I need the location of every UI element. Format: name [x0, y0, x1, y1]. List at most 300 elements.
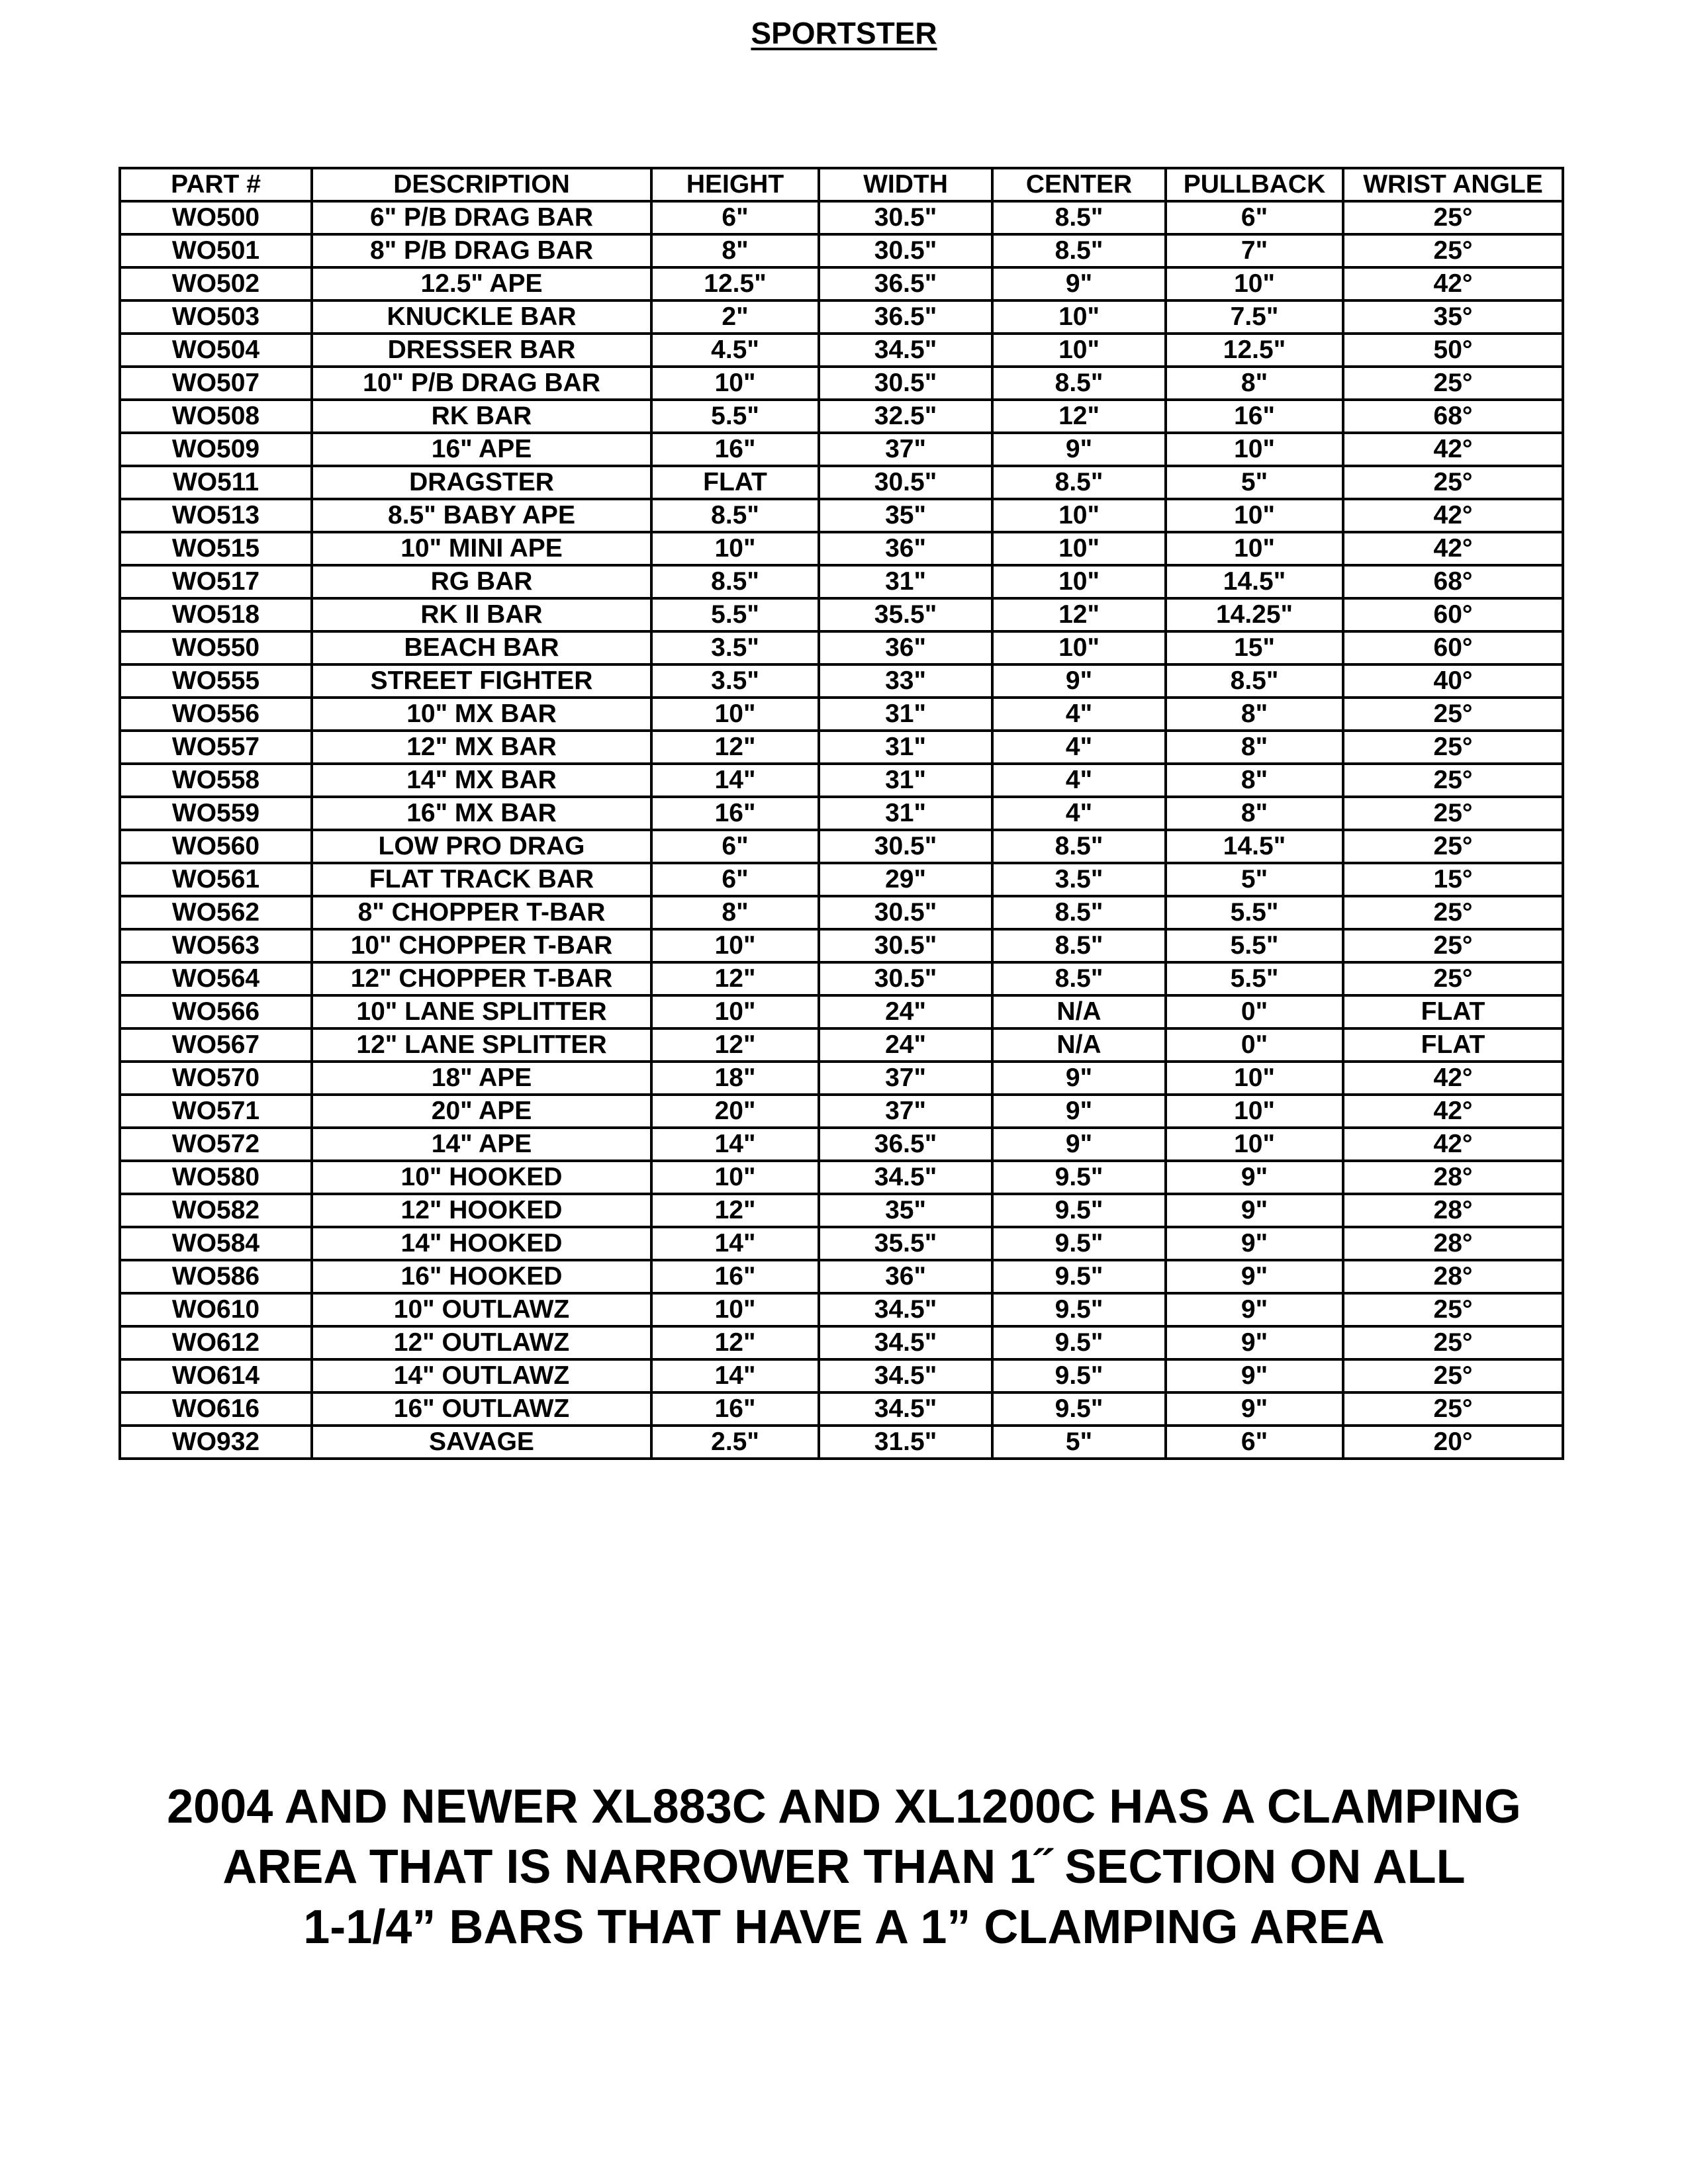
- center-cell: 12": [992, 598, 1166, 631]
- width-cell: 31": [819, 565, 992, 598]
- width-cell: 36": [819, 631, 992, 664]
- description-cell: 10" CHOPPER T-BAR: [312, 929, 651, 962]
- height-cell: 14": [651, 764, 819, 797]
- center-cell: 9": [992, 1128, 1166, 1161]
- height-cell: 10": [651, 698, 819, 731]
- pullback-cell: 9": [1166, 1293, 1343, 1326]
- wrist-angle-cell: 25°: [1343, 962, 1563, 995]
- height-cell: 18": [651, 1062, 819, 1095]
- table-row: [120, 466, 1563, 499]
- part-number-cell: WO566: [120, 995, 312, 1028]
- table-row: [120, 863, 1563, 896]
- wrist-angle-cell: 20°: [1343, 1426, 1563, 1459]
- description-cell: LOW PRO DRAG: [312, 830, 651, 863]
- column-header: PART #: [120, 168, 312, 201]
- center-cell: 8.5": [992, 466, 1166, 499]
- description-cell: 10" MINI APE: [312, 532, 651, 565]
- part-number-cell: WO567: [120, 1028, 312, 1062]
- height-cell: 12": [651, 1028, 819, 1062]
- width-cell: 30.5": [819, 201, 992, 234]
- center-cell: 8.5": [992, 201, 1166, 234]
- description-cell: 12" HOOKED: [312, 1194, 651, 1227]
- center-cell: 9.5": [992, 1260, 1166, 1293]
- column-header: PULLBACK: [1166, 168, 1343, 201]
- table-row: [120, 764, 1563, 797]
- table-row: [120, 1227, 1563, 1260]
- pullback-cell: 10": [1166, 1095, 1343, 1128]
- width-cell: 30.5": [819, 367, 992, 400]
- center-cell: 9": [992, 664, 1166, 698]
- table-row: [120, 598, 1563, 631]
- description-cell: 12" OUTLAWZ: [312, 1326, 651, 1359]
- description-cell: 10" HOOKED: [312, 1161, 651, 1194]
- center-cell: 8.5": [992, 830, 1166, 863]
- width-cell: 37": [819, 1062, 992, 1095]
- height-cell: 6": [651, 201, 819, 234]
- part-number-cell: WO612: [120, 1326, 312, 1359]
- part-number-cell: WO515: [120, 532, 312, 565]
- part-number-cell: WO564: [120, 962, 312, 995]
- height-cell: 16": [651, 1260, 819, 1293]
- wrist-angle-cell: 60°: [1343, 631, 1563, 664]
- pullback-cell: 9": [1166, 1161, 1343, 1194]
- description-cell: 14" MX BAR: [312, 764, 651, 797]
- center-cell: 9": [992, 433, 1166, 466]
- wrist-angle-cell: 25°: [1343, 797, 1563, 830]
- width-cell: 30.5": [819, 962, 992, 995]
- center-cell: 8.5": [992, 896, 1166, 929]
- table-row: [120, 929, 1563, 962]
- height-cell: 8.5": [651, 565, 819, 598]
- pullback-cell: 8": [1166, 731, 1343, 764]
- table-row: [120, 499, 1563, 532]
- center-cell: 9": [992, 267, 1166, 300]
- width-cell: 34.5": [819, 1326, 992, 1359]
- part-number-cell: WO513: [120, 499, 312, 532]
- height-cell: 6": [651, 830, 819, 863]
- table-body: [120, 201, 1563, 1459]
- width-cell: 34.5": [819, 1293, 992, 1326]
- part-number-cell: WO563: [120, 929, 312, 962]
- part-number-cell: WO571: [120, 1095, 312, 1128]
- description-cell: 14" HOOKED: [312, 1227, 651, 1260]
- width-cell: 35": [819, 499, 992, 532]
- wrist-angle-cell: 15°: [1343, 863, 1563, 896]
- table-row: [120, 698, 1563, 731]
- pullback-cell: 8": [1166, 698, 1343, 731]
- pullback-cell: 10": [1166, 267, 1343, 300]
- table-row: [120, 1028, 1563, 1062]
- wrist-angle-cell: 28°: [1343, 1227, 1563, 1260]
- pullback-cell: 12.5": [1166, 334, 1343, 367]
- height-cell: 16": [651, 433, 819, 466]
- pullback-cell: 5.5": [1166, 896, 1343, 929]
- description-cell: 10" P/B DRAG BAR: [312, 367, 651, 400]
- table-row: [120, 400, 1563, 433]
- center-cell: 5": [992, 1426, 1166, 1459]
- table-row: [120, 830, 1563, 863]
- wrist-angle-cell: 60°: [1343, 598, 1563, 631]
- description-cell: DRAGSTER: [312, 466, 651, 499]
- part-number-cell: WO584: [120, 1227, 312, 1260]
- pullback-cell: 14.5": [1166, 565, 1343, 598]
- pullback-cell: 8": [1166, 764, 1343, 797]
- pullback-cell: 8": [1166, 367, 1343, 400]
- table-row: [120, 797, 1563, 830]
- description-cell: FLAT TRACK BAR: [312, 863, 651, 896]
- description-cell: 8.5" BABY APE: [312, 499, 651, 532]
- width-cell: 36.5": [819, 267, 992, 300]
- height-cell: 10": [651, 929, 819, 962]
- wrist-angle-cell: 42°: [1343, 1128, 1563, 1161]
- pullback-cell: 5": [1166, 863, 1343, 896]
- center-cell: 9": [992, 1095, 1166, 1128]
- description-cell: SAVAGE: [312, 1426, 651, 1459]
- height-cell: 12": [651, 1326, 819, 1359]
- pullback-cell: 8": [1166, 797, 1343, 830]
- pullback-cell: 7.5": [1166, 300, 1343, 334]
- pullback-cell: 7": [1166, 234, 1343, 267]
- table-row: [120, 1426, 1563, 1459]
- description-cell: RK BAR: [312, 400, 651, 433]
- part-number-cell: WO517: [120, 565, 312, 598]
- wrist-angle-cell: 28°: [1343, 1161, 1563, 1194]
- column-header: HEIGHT: [651, 168, 819, 201]
- description-cell: 20" APE: [312, 1095, 651, 1128]
- table-row: [120, 267, 1563, 300]
- description-cell: 14" OUTLAWZ: [312, 1359, 651, 1392]
- description-cell: KNUCKLE BAR: [312, 300, 651, 334]
- table-row: [120, 1359, 1563, 1392]
- page-title: SPORTSTER: [751, 16, 937, 50]
- description-cell: 14" APE: [312, 1128, 651, 1161]
- wrist-angle-cell: 25°: [1343, 1392, 1563, 1426]
- center-cell: 8.5": [992, 962, 1166, 995]
- description-cell: 12.5" APE: [312, 267, 651, 300]
- height-cell: 8": [651, 234, 819, 267]
- description-cell: 16" MX BAR: [312, 797, 651, 830]
- center-cell: 4": [992, 731, 1166, 764]
- table-row: [120, 731, 1563, 764]
- part-number-cell: WO610: [120, 1293, 312, 1326]
- height-cell: 10": [651, 367, 819, 400]
- center-cell: 10": [992, 300, 1166, 334]
- height-cell: 10": [651, 995, 819, 1028]
- description-cell: 16" APE: [312, 433, 651, 466]
- part-number-cell: WO550: [120, 631, 312, 664]
- center-cell: 9.5": [992, 1161, 1166, 1194]
- pullback-cell: 0": [1166, 1028, 1343, 1062]
- handlebar-spec-table: [118, 167, 1564, 1460]
- height-cell: 16": [651, 1392, 819, 1426]
- height-cell: 12": [651, 962, 819, 995]
- description-cell: 12" MX BAR: [312, 731, 651, 764]
- part-number-cell: WO507: [120, 367, 312, 400]
- description-cell: 6" P/B DRAG BAR: [312, 201, 651, 234]
- table-row: [120, 1128, 1563, 1161]
- wrist-angle-cell: 42°: [1343, 1062, 1563, 1095]
- center-cell: 10": [992, 499, 1166, 532]
- width-cell: 31": [819, 764, 992, 797]
- part-number-cell: WO559: [120, 797, 312, 830]
- center-cell: 3.5": [992, 863, 1166, 896]
- width-cell: 34.5": [819, 334, 992, 367]
- pullback-cell: 8.5": [1166, 664, 1343, 698]
- height-cell: 8.5": [651, 499, 819, 532]
- wrist-angle-cell: 42°: [1343, 532, 1563, 565]
- height-cell: FLAT: [651, 466, 819, 499]
- table-row: [120, 1194, 1563, 1227]
- center-cell: 10": [992, 631, 1166, 664]
- pullback-cell: 9": [1166, 1326, 1343, 1359]
- center-cell: 8.5": [992, 234, 1166, 267]
- wrist-angle-cell: 28°: [1343, 1260, 1563, 1293]
- width-cell: 31": [819, 797, 992, 830]
- width-cell: 31": [819, 731, 992, 764]
- center-cell: 12": [992, 400, 1166, 433]
- pullback-cell: 14.5": [1166, 830, 1343, 863]
- wrist-angle-cell: 25°: [1343, 367, 1563, 400]
- table-row: [120, 565, 1563, 598]
- table-row: [120, 1161, 1563, 1194]
- note-line: 2004 AND NEWER XL883C AND XL1200C HAS A CLAMPING: [167, 1780, 1521, 1833]
- width-cell: 34.5": [819, 1161, 992, 1194]
- width-cell: 37": [819, 1095, 992, 1128]
- column-header: WRIST ANGLE: [1343, 168, 1563, 201]
- pullback-cell: 10": [1166, 499, 1343, 532]
- description-cell: RG BAR: [312, 565, 651, 598]
- part-number-cell: WO562: [120, 896, 312, 929]
- width-cell: 34.5": [819, 1392, 992, 1426]
- wrist-angle-cell: 25°: [1343, 201, 1563, 234]
- height-cell: 4.5": [651, 334, 819, 367]
- center-cell: 10": [992, 565, 1166, 598]
- table-row: [120, 1392, 1563, 1426]
- height-cell: 20": [651, 1095, 819, 1128]
- height-cell: 12": [651, 731, 819, 764]
- table-row: [120, 300, 1563, 334]
- description-cell: 10" LANE SPLITTER: [312, 995, 651, 1028]
- part-number-cell: WO580: [120, 1161, 312, 1194]
- width-cell: 37": [819, 433, 992, 466]
- table-row: [120, 334, 1563, 367]
- pullback-cell: 5": [1166, 466, 1343, 499]
- wrist-angle-cell: FLAT: [1343, 995, 1563, 1028]
- center-cell: 9.5": [992, 1227, 1166, 1260]
- width-cell: 36": [819, 532, 992, 565]
- description-cell: 10" OUTLAWZ: [312, 1293, 651, 1326]
- table-row: [120, 1293, 1563, 1326]
- description-cell: 16" OUTLAWZ: [312, 1392, 651, 1426]
- table-row: [120, 1260, 1563, 1293]
- pullback-cell: 5.5": [1166, 929, 1343, 962]
- wrist-angle-cell: 68°: [1343, 565, 1563, 598]
- wrist-angle-cell: 42°: [1343, 267, 1563, 300]
- description-cell: 12" CHOPPER T-BAR: [312, 962, 651, 995]
- table-row: [120, 631, 1563, 664]
- width-cell: 35.5": [819, 598, 992, 631]
- part-number-cell: WO502: [120, 267, 312, 300]
- part-number-cell: WO586: [120, 1260, 312, 1293]
- center-cell: 9.5": [992, 1359, 1166, 1392]
- wrist-angle-cell: 28°: [1343, 1194, 1563, 1227]
- center-cell: 9.5": [992, 1392, 1166, 1426]
- width-cell: 34.5": [819, 1359, 992, 1392]
- description-cell: 12" LANE SPLITTER: [312, 1028, 651, 1062]
- part-number-cell: WO556: [120, 698, 312, 731]
- height-cell: 5.5": [651, 598, 819, 631]
- height-cell: 14": [651, 1359, 819, 1392]
- column-header: DESCRIPTION: [312, 168, 651, 201]
- part-number-cell: WO504: [120, 334, 312, 367]
- width-cell: 31.5": [819, 1426, 992, 1459]
- center-cell: 4": [992, 797, 1166, 830]
- width-cell: 36.5": [819, 300, 992, 334]
- pullback-cell: 14.25": [1166, 598, 1343, 631]
- pullback-cell: 15": [1166, 631, 1343, 664]
- table-row: [120, 962, 1563, 995]
- part-number-cell: WO518: [120, 598, 312, 631]
- description-cell: STREET FIGHTER: [312, 664, 651, 698]
- part-number-cell: WO614: [120, 1359, 312, 1392]
- center-cell: 4": [992, 698, 1166, 731]
- pullback-cell: 10": [1166, 1062, 1343, 1095]
- column-header: CENTER: [992, 168, 1166, 201]
- height-cell: 3.5": [651, 631, 819, 664]
- table-row: [120, 234, 1563, 267]
- height-cell: 12.5": [651, 267, 819, 300]
- center-cell: 10": [992, 532, 1166, 565]
- wrist-angle-cell: 42°: [1343, 1095, 1563, 1128]
- description-cell: 8" P/B DRAG BAR: [312, 234, 651, 267]
- note-line: 1-1/4” BARS THAT HAVE A 1” CLAMPING AREA: [303, 1901, 1385, 1954]
- width-cell: 33": [819, 664, 992, 698]
- wrist-angle-cell: 35°: [1343, 300, 1563, 334]
- height-cell: 10": [651, 1161, 819, 1194]
- wrist-angle-cell: 42°: [1343, 499, 1563, 532]
- width-cell: 36": [819, 1260, 992, 1293]
- part-number-cell: WO582: [120, 1194, 312, 1227]
- center-cell: 9.5": [992, 1326, 1166, 1359]
- height-cell: 5.5": [651, 400, 819, 433]
- height-cell: 10": [651, 1293, 819, 1326]
- part-number-cell: WO932: [120, 1426, 312, 1459]
- pullback-cell: 6": [1166, 1426, 1343, 1459]
- pullback-cell: 9": [1166, 1227, 1343, 1260]
- pullback-cell: 9": [1166, 1260, 1343, 1293]
- width-cell: 30.5": [819, 830, 992, 863]
- height-cell: 8": [651, 896, 819, 929]
- part-number-cell: WO572: [120, 1128, 312, 1161]
- center-cell: 8.5": [992, 929, 1166, 962]
- table-row: [120, 1062, 1563, 1095]
- part-number-cell: WO557: [120, 731, 312, 764]
- part-number-cell: WO555: [120, 664, 312, 698]
- wrist-angle-cell: 50°: [1343, 334, 1563, 367]
- description-cell: 10" MX BAR: [312, 698, 651, 731]
- table-row: [120, 1095, 1563, 1128]
- note-line: AREA THAT IS NARROWER THAN 1˝ SECTION ON ALL: [222, 1841, 1466, 1893]
- pullback-cell: 9": [1166, 1392, 1343, 1426]
- wrist-angle-cell: 25°: [1343, 764, 1563, 797]
- width-cell: 24": [819, 1028, 992, 1062]
- table-row: [120, 896, 1563, 929]
- part-number-cell: WO558: [120, 764, 312, 797]
- width-cell: 36.5": [819, 1128, 992, 1161]
- height-cell: 10": [651, 532, 819, 565]
- description-cell: RK II BAR: [312, 598, 651, 631]
- wrist-angle-cell: 25°: [1343, 1293, 1563, 1326]
- wrist-angle-cell: 25°: [1343, 466, 1563, 499]
- pullback-cell: 6": [1166, 201, 1343, 234]
- width-cell: 30.5": [819, 466, 992, 499]
- part-number-cell: WO560: [120, 830, 312, 863]
- table-row: [120, 1326, 1563, 1359]
- wrist-angle-cell: 25°: [1343, 731, 1563, 764]
- height-cell: 2": [651, 300, 819, 334]
- pullback-cell: 5.5": [1166, 962, 1343, 995]
- center-cell: N/A: [992, 995, 1166, 1028]
- pullback-cell: 10": [1166, 532, 1343, 565]
- table-row: [120, 201, 1563, 234]
- wrist-angle-cell: 25°: [1343, 1326, 1563, 1359]
- description-cell: 16" HOOKED: [312, 1260, 651, 1293]
- pullback-cell: 9": [1166, 1359, 1343, 1392]
- width-cell: 30.5": [819, 896, 992, 929]
- table-header-row: [120, 168, 1563, 201]
- part-number-cell: WO508: [120, 400, 312, 433]
- height-cell: 12": [651, 1194, 819, 1227]
- height-cell: 14": [651, 1227, 819, 1260]
- clamping-area-note: [0, 1777, 1688, 1958]
- part-number-cell: WO561: [120, 863, 312, 896]
- table-row: [120, 367, 1563, 400]
- width-cell: 29": [819, 863, 992, 896]
- table-row: [120, 664, 1563, 698]
- part-number-cell: WO503: [120, 300, 312, 334]
- center-cell: 8.5": [992, 367, 1166, 400]
- height-cell: 16": [651, 797, 819, 830]
- wrist-angle-cell: 42°: [1343, 433, 1563, 466]
- wrist-angle-cell: 25°: [1343, 698, 1563, 731]
- center-cell: 9": [992, 1062, 1166, 1095]
- center-cell: 9.5": [992, 1293, 1166, 1326]
- part-number-cell: WO511: [120, 466, 312, 499]
- width-cell: 24": [819, 995, 992, 1028]
- part-number-cell: WO509: [120, 433, 312, 466]
- part-number-cell: WO501: [120, 234, 312, 267]
- description-cell: BEACH BAR: [312, 631, 651, 664]
- height-cell: 2.5": [651, 1426, 819, 1459]
- description-cell: 18" APE: [312, 1062, 651, 1095]
- wrist-angle-cell: 40°: [1343, 664, 1563, 698]
- center-cell: 9.5": [992, 1194, 1166, 1227]
- width-cell: 31": [819, 698, 992, 731]
- part-number-cell: WO570: [120, 1062, 312, 1095]
- wrist-angle-cell: 25°: [1343, 234, 1563, 267]
- wrist-angle-cell: 68°: [1343, 400, 1563, 433]
- width-cell: 35.5": [819, 1227, 992, 1260]
- pullback-cell: 10": [1166, 433, 1343, 466]
- width-cell: 35": [819, 1194, 992, 1227]
- wrist-angle-cell: 25°: [1343, 830, 1563, 863]
- height-cell: 14": [651, 1128, 819, 1161]
- wrist-angle-cell: 25°: [1343, 1359, 1563, 1392]
- center-cell: 10": [992, 334, 1166, 367]
- table-row: [120, 532, 1563, 565]
- pullback-cell: 9": [1166, 1194, 1343, 1227]
- wrist-angle-cell: 25°: [1343, 896, 1563, 929]
